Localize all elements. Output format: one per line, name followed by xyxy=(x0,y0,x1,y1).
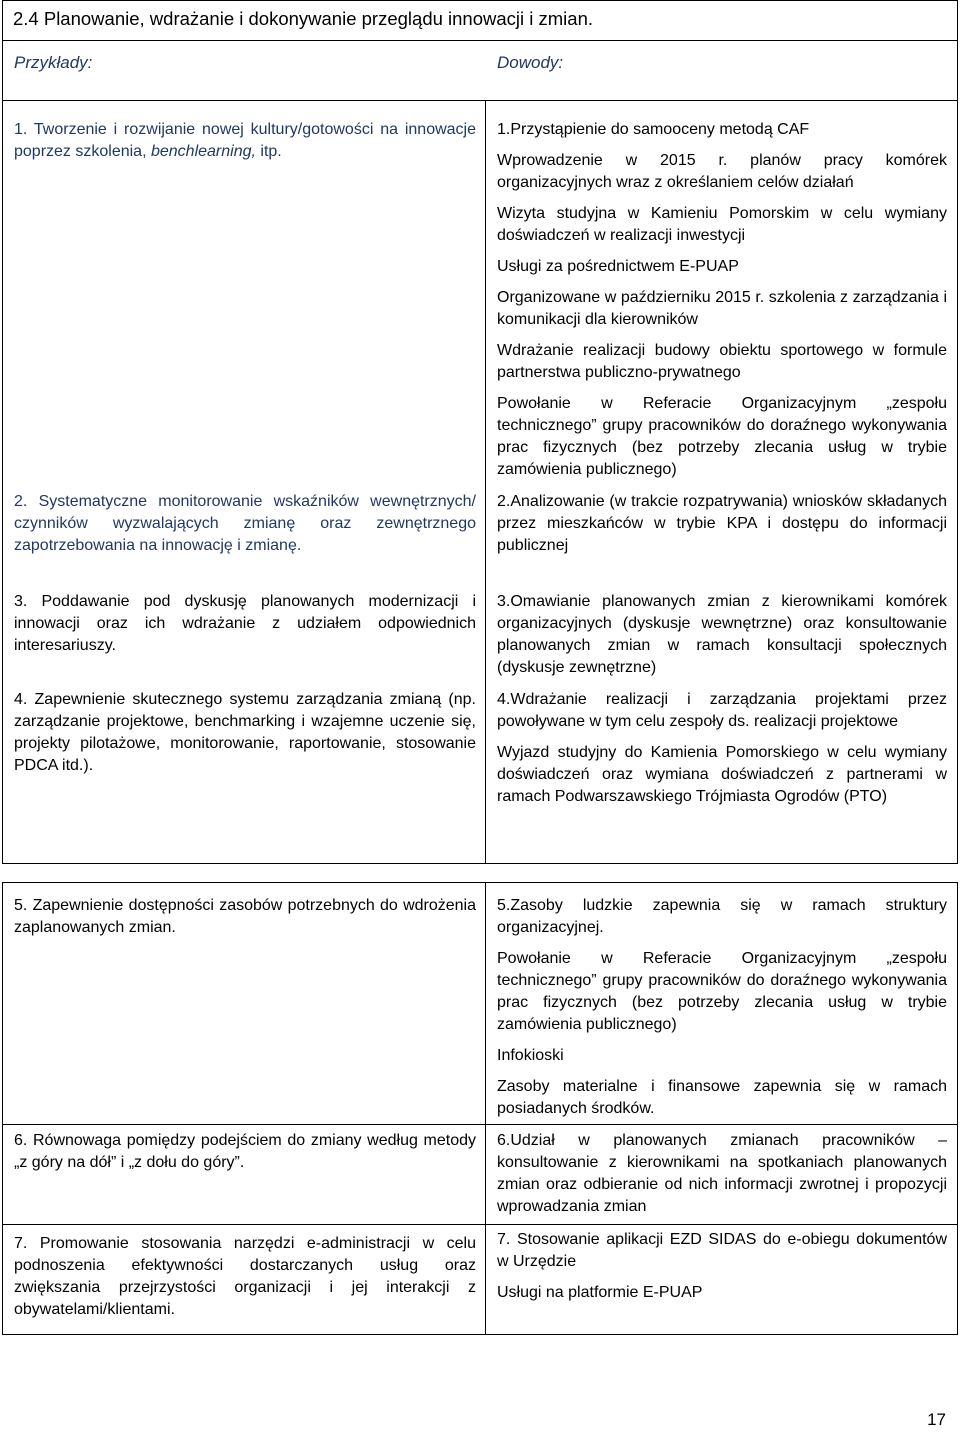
evidence-7-text: 7. Stosowanie aplikacji EZD SIDAS do e-obiegu dokumentów w Urzędzie xyxy=(497,1231,947,1270)
example-4 xyxy=(14,689,476,777)
example-6 xyxy=(14,1130,476,1174)
evidence-3 xyxy=(497,591,947,679)
evidence-2-text: 2.Analizowanie (w trakcie rozpatrywania) wniosków składanych przez mieszkańców w trybie KPA i dostępu do informacji publicznej xyxy=(497,493,947,554)
column-divider-upper xyxy=(485,100,486,864)
row-divider-left-6 xyxy=(2,1124,485,1125)
evidence-1-e: Wdrażanie realizacji budowy obiektu sportowego w formule partnerstwa publiczno-prywatnego xyxy=(497,342,947,381)
example-1-italic: benchlearning, xyxy=(150,143,256,160)
section-title: 2.4 Planowanie, wdrażanie i dokonywanie przeglądu innowacji i zmian. xyxy=(13,8,594,29)
example-5-text: 5. Zapewnienie dostępności zasobów potrzebnych do wdrożenia zaplanowanych zmian. xyxy=(14,897,476,936)
evidence-6-text: 6.Udział w planowanych zmianach pracowników – konsultowanie z kierownikami na spotkaniach planowanych zmian oraz odbieranie od nich informacji zwrotnej i propozycji wprowadzania zmian xyxy=(497,1132,947,1215)
evidence-1-b: Wizyta studyjna w Kamieniu Pomorskim w celu wymiany doświadczeń w realizacji inwestycji xyxy=(497,205,947,244)
example-7 xyxy=(14,1233,476,1321)
evidence-5-c: Zasoby materialne i finansowe zapewnia się w ramach posiadanych środków. xyxy=(497,1078,947,1117)
evidence-1-c: Usługi za pośrednictwem E-PUAP xyxy=(497,258,739,275)
evidence-5-text: 5.Zasoby ludzkie zapewnia się w ramach struktury organizacyjnej. xyxy=(497,897,947,936)
side-margin-left xyxy=(0,864,3,882)
evidence-label: Dowody: xyxy=(497,53,564,72)
evidence-1-title: 1.Przystąpienie do samooceny metodą CAF xyxy=(497,121,810,138)
example-4-text: 4. Zapewnienie skutecznego systemu zarządzania zmianą (np. zarządzanie projektowe, benchmarking i wzajemne uczenie się, projekty pilotażowe, monitorowanie, raportowanie, stosowanie PDCA itd.). xyxy=(14,691,476,774)
example-5 xyxy=(14,895,476,939)
page-number: 17 xyxy=(927,1410,946,1429)
evidence-5-a: Powołanie w Referacie Organizacyjnym „zespołu technicznego” grupy pracowników do doraźnego wykonywania prac fizycznych (bez potrzeby zlecania usług w trybie zamówienia publicznego) xyxy=(497,950,947,1033)
example-1-text: 1. Tworzenie i rozwijanie nowej kultury/gotowości na innowacje poprzez szkolenia, xyxy=(14,121,476,160)
example-1-tail: itp. xyxy=(255,143,282,160)
evidence-3-text: 3.Omawianie planowanych zmian z kierownikami komórek organizacyjnych (dyskusje wewnętrzne) oraz konsultowanie planowanych zmian w ramach konsultacji społecznych (dyskusje zewnętrzne) xyxy=(497,593,947,676)
evidence-4 xyxy=(497,689,947,808)
example-3-text: 3. Poddawanie pod dyskusję planowanych modernizacji i innowacji oraz ich wdrażanie z udziałem odpowiednich interesariuszy. xyxy=(14,593,476,654)
example-6-text: 6. Równowaga pomiędzy podejściem do zmiany według metody „z góry na dół” i „z dołu do góry”. xyxy=(14,1132,476,1171)
example-1 xyxy=(14,119,476,163)
row-divider-left-7 xyxy=(2,1224,485,1225)
evidence-7 xyxy=(497,1229,947,1304)
evidence-6 xyxy=(497,1130,947,1218)
evidence-1 xyxy=(497,119,947,481)
evidence-1-d: Organizowane w październiku 2015 r. szkolenia z zarządzania i komunikacji dla kierowników xyxy=(497,289,947,328)
example-3 xyxy=(14,591,476,657)
row-divider-right-6 xyxy=(485,1124,958,1125)
evidence-4-text: 4.Wdrażanie realizacji i zarządzania projektami przez powoływane w tym celu zespoły ds. realizacji projektowe xyxy=(497,691,947,730)
evidence-1-a: Wprowadzenie w 2015 r. planów pracy komórek organizacyjnych wraz z określaniem celów działań xyxy=(497,152,947,191)
section-gap xyxy=(3,864,957,882)
example-2-text: 2. Systematyczne monitorowanie wskaźników wewnętrznych/ czynników wyzwalających zmianę oraz zewnętrznego zapotrzebowania na innowację i zmianę. xyxy=(14,493,476,554)
title-row-divider xyxy=(2,40,958,41)
evidence-1-f: Powołanie w Referacie Organizacyjnym „zespołu technicznego” grupy pracowników do doraźnego wykonywania prac fizycznych (bez potrzeby zlecania usług w trybie zamówienia publicznego) xyxy=(497,395,947,478)
example-2 xyxy=(14,491,476,557)
section-gap-bottom xyxy=(2,882,958,883)
evidence-4-a: Wyjazd studyjny do Kamienia Pomorskiego w celu wymiany doświadczeń oraz wymiana doświadczeń z partnerami w ramach Podwarszawskiego Trójmiasta Ogrodów (PTO) xyxy=(497,744,947,805)
row-divider-right-7 xyxy=(485,1224,958,1225)
column-divider-lower xyxy=(485,882,486,1335)
example-7-text: 7. Promowanie stosowania narzędzi e-administracji w celu podnoszenia efektywności dostarczanych usług oraz zwiększania przejrzystości organizacji i jej interakcji z obywatelami/klientami. xyxy=(14,1235,476,1318)
evidence-5 xyxy=(497,895,947,1120)
evidence-7-a: Usługi na platformie E-PUAP xyxy=(497,1284,703,1301)
evidence-2 xyxy=(497,491,947,557)
labels-row-divider xyxy=(2,100,958,101)
examples-label: Przykłady: xyxy=(14,53,93,72)
evidence-5-b: Infokioski xyxy=(497,1047,564,1064)
